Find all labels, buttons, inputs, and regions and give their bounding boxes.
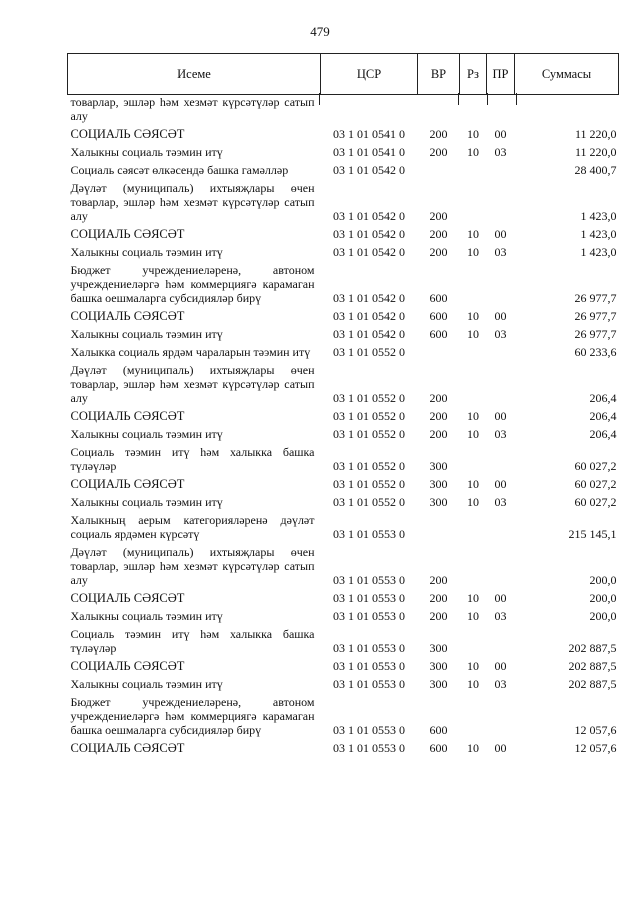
row-name: Халыкны социаль тәэмин итү xyxy=(70,327,223,341)
row-rz-code xyxy=(460,543,487,589)
row-name: Халыкка социаль ярдәм чараларын тәэмин итү xyxy=(70,345,311,359)
row-amount: 12 057,6 xyxy=(574,741,617,755)
row-pr-code: 03 xyxy=(494,145,507,159)
row-pr-code: 03 xyxy=(494,245,507,259)
page-number: 479 xyxy=(310,24,330,39)
row-name: Халыкны социаль тәэмин итү xyxy=(70,609,223,623)
row-csr-code: 03 1 01 0552 0 xyxy=(333,459,405,473)
row-csr-code: 03 1 01 0553 0 xyxy=(333,527,405,541)
table-row xyxy=(68,739,619,757)
header-name: Исеме xyxy=(68,54,321,95)
row-amount: 202 887,5 xyxy=(568,677,617,691)
row-amount: 26 977,7 xyxy=(574,291,617,305)
row-vr-code: 300 xyxy=(429,659,448,673)
row-csr-code: 03 1 01 0542 0 xyxy=(333,327,405,341)
row-amount: 202 887,5 xyxy=(568,659,617,673)
row-vr-code: 200 xyxy=(429,145,448,159)
row-pr-code xyxy=(487,361,515,407)
row-amount: 1 423,0 xyxy=(580,227,617,241)
row-name: Халыкны социаль тәэмин итү xyxy=(70,495,223,509)
row-csr-code: 03 1 01 0542 0 xyxy=(333,309,405,323)
table-row xyxy=(68,343,619,361)
header-sum: Суммасы xyxy=(515,54,619,95)
row-amount: 200,0 xyxy=(589,609,617,623)
table-row xyxy=(68,425,619,443)
header-csr: ЦСР xyxy=(321,54,418,95)
row-rz-code xyxy=(460,161,487,179)
row-vr-code: 200 xyxy=(429,245,448,259)
row-pr-code: 00 xyxy=(494,477,507,491)
row-name: СОЦИАЛЬ СӘЯСӘТ xyxy=(70,409,185,423)
table-row xyxy=(68,361,619,407)
row-pr-code xyxy=(487,511,515,543)
row-rz-code: 10 xyxy=(467,741,479,755)
table-row xyxy=(68,543,619,589)
table-row xyxy=(68,325,619,343)
row-name: СОЦИАЛЬ СӘЯСӘТ xyxy=(70,591,185,605)
table-row xyxy=(68,261,619,307)
row-rz-code xyxy=(460,179,487,225)
row-csr-code: 03 1 01 0542 0 xyxy=(333,209,405,223)
row-csr-code: 03 1 01 0542 0 xyxy=(333,291,405,305)
row-csr-code: 03 1 01 0552 0 xyxy=(333,391,405,405)
table-row xyxy=(68,657,619,675)
row-pr-code xyxy=(487,543,515,589)
row-pr-code: 03 xyxy=(494,609,507,623)
row-vr-code: 600 xyxy=(429,741,448,755)
row-vr-code: 200 xyxy=(429,609,448,623)
row-vr-code: 200 xyxy=(429,427,448,441)
table-row xyxy=(68,95,619,126)
table-body xyxy=(68,95,619,758)
row-pr-code: 03 xyxy=(494,677,507,691)
row-pr-code: 00 xyxy=(494,409,507,423)
row-amount: 28 400,7 xyxy=(574,163,617,177)
row-csr-code: 03 1 01 0553 0 xyxy=(333,591,405,605)
header-rz: Рз xyxy=(460,54,487,95)
row-pr-code: 00 xyxy=(494,309,507,323)
table-row xyxy=(68,589,619,607)
row-amount: 60 027,2 xyxy=(574,477,617,491)
table-row xyxy=(68,407,619,425)
row-amount: 26 977,7 xyxy=(574,327,617,341)
row-name: Халыкны социаль тәэмин итү xyxy=(70,245,223,259)
table-row xyxy=(68,675,619,693)
row-vr-code: 200 xyxy=(429,573,448,587)
row-vr-code: 300 xyxy=(429,641,448,655)
row-name: Дәүләт (муниципаль) ихтыяҗлары өчен товарлар, эшләр һәм хезмәт күрсәтүләр сатып алу xyxy=(70,181,315,223)
row-name: СОЦИАЛЬ СӘЯСӘТ xyxy=(70,127,185,141)
row-rz-code xyxy=(460,511,487,543)
row-amount xyxy=(515,95,619,126)
column-divider xyxy=(458,93,459,105)
row-vr-code xyxy=(418,95,460,126)
row-csr-code: 03 1 01 0553 0 xyxy=(333,659,405,673)
row-vr-code: 200 xyxy=(429,591,448,605)
row-csr-code: 03 1 01 0542 0 xyxy=(333,227,405,241)
row-csr-code: 03 1 01 0542 0 xyxy=(333,245,405,259)
table-row xyxy=(68,443,619,475)
row-pr-code: 03 xyxy=(494,427,507,441)
row-name: СОЦИАЛЬ СӘЯСӘТ xyxy=(70,227,185,241)
row-rz-code xyxy=(460,361,487,407)
row-rz-code xyxy=(460,693,487,739)
row-rz-code: 10 xyxy=(467,659,479,673)
row-pr-code: 00 xyxy=(494,659,507,673)
row-pr-code xyxy=(487,95,515,126)
table-row xyxy=(68,179,619,225)
row-csr-code xyxy=(321,95,418,126)
row-csr-code: 03 1 01 0552 0 xyxy=(333,477,405,491)
table-row xyxy=(68,143,619,161)
row-amount: 11 220,0 xyxy=(574,127,617,141)
row-rz-code: 10 xyxy=(467,245,479,259)
table-row xyxy=(68,125,619,143)
row-vr-code: 300 xyxy=(429,477,448,491)
row-amount: 1 423,0 xyxy=(580,245,617,259)
row-vr-code: 600 xyxy=(429,327,448,341)
row-pr-code xyxy=(487,179,515,225)
row-vr-code: 200 xyxy=(429,209,448,223)
row-name: Бюджет учреждениеләренә, автоном учреждениеләргә һәм коммерциягә карамаган башка оешмаларга субсидияләр бирү xyxy=(70,695,315,737)
row-rz-code: 10 xyxy=(467,677,479,691)
row-name: Социаль тәэмин итү һәм халыкка башка түләүләр xyxy=(70,627,315,655)
row-pr-code: 00 xyxy=(494,127,507,141)
row-name: СОЦИАЛЬ СӘЯСӘТ xyxy=(70,659,185,673)
row-amount: 1 423,0 xyxy=(580,209,617,223)
row-name: СОЦИАЛЬ СӘЯСӘТ xyxy=(70,477,185,491)
table-row xyxy=(68,625,619,657)
row-csr-code: 03 1 01 0553 0 xyxy=(333,677,405,691)
row-name: Социаль сәясәт өлкәсендә башка гамәлләр xyxy=(70,163,289,177)
row-vr-code: 200 xyxy=(429,227,448,241)
row-amount: 206,4 xyxy=(589,391,617,405)
row-rz-code xyxy=(460,443,487,475)
row-name: Социаль тәэмин итү һәм халыкка башка түләүләр xyxy=(70,445,315,473)
row-pr-code: 00 xyxy=(494,591,507,605)
row-vr-code: 200 xyxy=(429,409,448,423)
row-pr-code: 00 xyxy=(494,227,507,241)
row-vr-code: 600 xyxy=(429,309,448,323)
row-name: СОЦИАЛЬ СӘЯСӘТ xyxy=(70,309,185,323)
row-vr-code: 200 xyxy=(429,127,448,141)
row-rz-code xyxy=(460,95,487,126)
row-amount: 200,0 xyxy=(589,573,617,587)
row-rz-code: 10 xyxy=(467,409,479,423)
row-vr-code xyxy=(418,343,460,361)
row-amount: 202 887,5 xyxy=(568,641,617,655)
row-pr-code xyxy=(487,443,515,475)
table-row xyxy=(68,307,619,325)
table-row xyxy=(68,511,619,543)
row-pr-code xyxy=(487,261,515,307)
row-csr-code: 03 1 01 0542 0 xyxy=(333,163,405,177)
row-name: Бюджет учреждениеләренә, автоном учреждениеләргә һәм коммерциягә карамаган башка оешмаларга субсидияләр бирү xyxy=(70,263,315,305)
row-amount: 26 977,7 xyxy=(574,309,617,323)
row-amount: 60 027,2 xyxy=(574,495,617,509)
row-amount: 11 220,0 xyxy=(574,145,617,159)
row-csr-code: 03 1 01 0552 0 xyxy=(333,495,405,509)
row-rz-code xyxy=(460,625,487,657)
row-vr-code: 200 xyxy=(429,391,448,405)
table-row xyxy=(68,693,619,739)
row-csr-code: 03 1 01 0553 0 xyxy=(333,741,405,755)
column-divider xyxy=(516,93,517,105)
row-rz-code: 10 xyxy=(467,309,479,323)
row-vr-code xyxy=(418,161,460,179)
row-amount: 215 145,1 xyxy=(568,527,617,541)
row-name: Халыкны социаль тәэмин итү xyxy=(70,145,223,159)
row-rz-code xyxy=(460,343,487,361)
table-row xyxy=(68,493,619,511)
row-vr-code: 600 xyxy=(429,291,448,305)
row-rz-code: 10 xyxy=(467,327,479,341)
row-vr-code xyxy=(418,511,460,543)
row-name: Дәүләт (муниципаль) ихтыяҗлары өчен товарлар, эшләр һәм хезмәт күрсәтүләр сатып алу xyxy=(70,545,315,587)
column-divider xyxy=(319,93,320,105)
table-row xyxy=(68,475,619,493)
budget-table-container xyxy=(67,53,618,757)
column-divider xyxy=(487,93,488,105)
row-amount: 60 027,2 xyxy=(574,459,617,473)
row-amount: 206,4 xyxy=(589,427,617,441)
row-pr-code xyxy=(487,161,515,179)
row-rz-code: 10 xyxy=(467,227,479,241)
row-amount: 206,4 xyxy=(589,409,617,423)
row-vr-code: 300 xyxy=(429,677,448,691)
row-rz-code: 10 xyxy=(467,427,479,441)
row-name: Халыкны социаль тәэмин итү xyxy=(70,427,223,441)
row-pr-code xyxy=(487,625,515,657)
row-csr-code: 03 1 01 0552 0 xyxy=(333,427,405,441)
row-amount: 60 233,6 xyxy=(574,345,617,359)
row-csr-code: 03 1 01 0553 0 xyxy=(333,573,405,587)
row-csr-code: 03 1 01 0541 0 xyxy=(333,145,405,159)
row-rz-code: 10 xyxy=(467,127,479,141)
row-rz-code: 10 xyxy=(467,477,479,491)
row-rz-code: 10 xyxy=(467,591,479,605)
row-name: Халыкны социаль тәэмин итү xyxy=(70,677,223,691)
row-name: товарлар, эшләр һәм хезмәт күрсәтүләр сатып алу xyxy=(70,95,315,123)
table-row xyxy=(68,161,619,179)
row-csr-code: 03 1 01 0552 0 xyxy=(333,409,405,423)
row-name: Дәүләт (муниципаль) ихтыяҗлары өчен товарлар, эшләр һәм хезмәт күрсәтүләр сатып алу xyxy=(70,363,315,405)
row-csr-code: 03 1 01 0541 0 xyxy=(333,127,405,141)
row-vr-code: 300 xyxy=(429,459,448,473)
row-csr-code: 03 1 01 0553 0 xyxy=(333,723,405,737)
row-name: СОЦИАЛЬ СӘЯСӘТ xyxy=(70,741,185,755)
header-pr: ПР xyxy=(487,54,515,95)
table-row xyxy=(68,607,619,625)
row-rz-code: 10 xyxy=(467,495,479,509)
row-rz-code: 10 xyxy=(467,145,479,159)
budget-table xyxy=(67,53,619,757)
row-rz-code xyxy=(460,261,487,307)
row-pr-code: 03 xyxy=(494,327,507,341)
table-row xyxy=(68,225,619,243)
table-header xyxy=(68,54,619,95)
row-pr-code xyxy=(487,343,515,361)
row-pr-code xyxy=(487,693,515,739)
row-csr-code: 03 1 01 0553 0 xyxy=(333,609,405,623)
table-row xyxy=(68,243,619,261)
row-vr-code: 600 xyxy=(429,723,448,737)
row-name: Халыкның аерым категорияләренә дәүләт социаль ярдәмен күрсәтү xyxy=(70,513,315,541)
row-amount: 200,0 xyxy=(589,591,617,605)
row-rz-code: 10 xyxy=(467,609,479,623)
row-csr-code: 03 1 01 0552 0 xyxy=(333,345,405,359)
header-vr: ВР xyxy=(418,54,460,95)
row-pr-code: 00 xyxy=(494,741,507,755)
row-amount: 12 057,6 xyxy=(574,723,617,737)
row-csr-code: 03 1 01 0553 0 xyxy=(333,641,405,655)
row-pr-code: 03 xyxy=(494,495,507,509)
row-vr-code: 300 xyxy=(429,495,448,509)
